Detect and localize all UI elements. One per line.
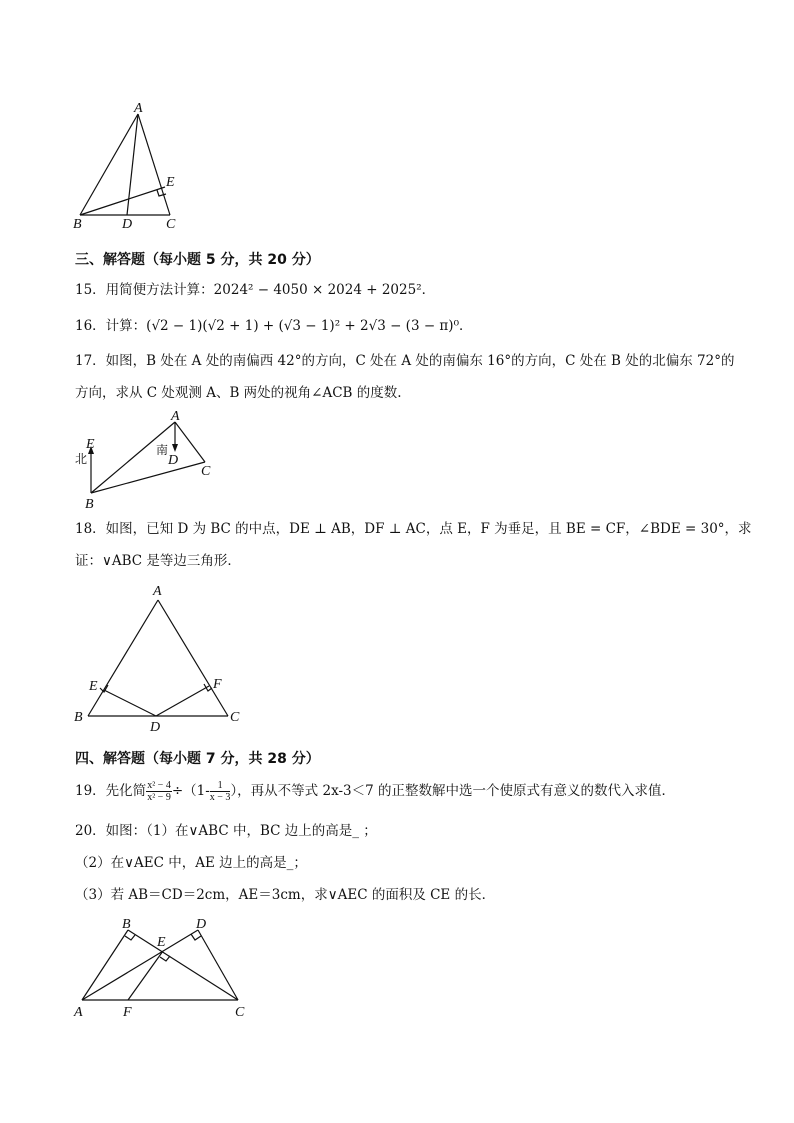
fig18-label-b: B [74,710,83,725]
fig20-label-a: A [74,1005,83,1020]
figure-q14 [70,100,200,235]
question-19 [75,780,675,803]
q19-frac2-denominator: x − 3 [209,792,231,803]
section-4-heading: 四、解答题（每小题 7 分，共 28 分） [75,751,320,767]
q19-frac2-numerator: 1 [210,780,231,792]
question-18-line-2: 证：∨ABC 是等边三角形． [75,553,241,569]
fig14-label-d: D [122,217,133,232]
q19-frac1-denominator: x² − 9 [147,792,171,803]
fig18-label-a: A [153,584,162,599]
figure-q18 [70,578,260,738]
section-3-heading: 三、解答题（每小题 5 分，共 20 分） [75,252,320,268]
q19-fraction-2 [210,780,231,803]
q19-mid: ÷（1- [171,783,210,799]
fig17-label-d: D [168,453,179,468]
question-17-line-1: 17．如图，B 处在 A 处的南偏西 42°的方向，C 处在 A 处的南偏东 16°的方向，C 处在 B 处的北偏东 72°的 [75,353,735,369]
fig14-label-b: B [73,217,82,232]
question-17-line-2: 方向，求从 C 处观测 A、B 两处的视角∠ACB 的度数. [75,385,402,401]
fig20-label-d: D [196,917,207,932]
fig20-label-c: C [235,1005,245,1020]
question-18-line-1: 18．如图，已知 D 为 BC 的中点，DE ⊥ AB，DF ⊥ AC，点 E，F 为垂足，且 BE = CF，∠BDE = 30°，求 [75,521,752,537]
fig17-label-south: 南 [156,443,169,457]
figure-q20 [70,912,270,1027]
question-20-line-1: 20．如图：（1）在∨ABC 中，BC 边上的高是_ ； [75,823,377,839]
question-15: 15．用简便方法计算：2024² − 4050 × 2024 + 2025²． [75,282,436,298]
fig17-label-e: E [86,437,95,452]
question-20-line-2: （2）在∨AEC 中，AE 边上的高是_； [75,855,307,871]
fig17-label-c: C [201,464,211,479]
q19-suffix: ），再从不等式 2x-3＜7 的正整数解中选一个使原式有意义的数代入求值． [230,783,675,799]
fig20-label-f: F [123,1005,132,1020]
question-20-line-3: （3）若 AB＝CD＝2cm，AE＝3cm，求∨AEC 的面积及 CE 的长． [75,887,496,903]
fig14-label-c: C [166,217,176,232]
figure-q17 [70,408,230,513]
q19-prefix: 19．先化简 [75,783,147,799]
question-16: 16．计算：(√2 − 1)(√2 + 1) + (√3 − 1)² + 2√3 − (3 − π)⁰． [75,318,473,334]
fig18-label-f: F [213,677,222,692]
fig18-label-d: D [150,720,161,735]
q19-frac1-numerator: x² − 4 [147,780,171,791]
fig17-label-a: A [171,409,180,424]
fig14-label-e: E [166,175,175,190]
fig17-label-b: B [85,497,94,512]
q19-fraction-1 [146,780,172,803]
fig20-label-b: B [122,917,131,932]
fig18-label-c: C [230,710,240,725]
fig18-label-e: E [89,679,98,694]
fig20-label-e: E [157,935,166,950]
fig14-label-a: A [134,101,143,116]
fig17-label-north: 北 [75,452,88,466]
